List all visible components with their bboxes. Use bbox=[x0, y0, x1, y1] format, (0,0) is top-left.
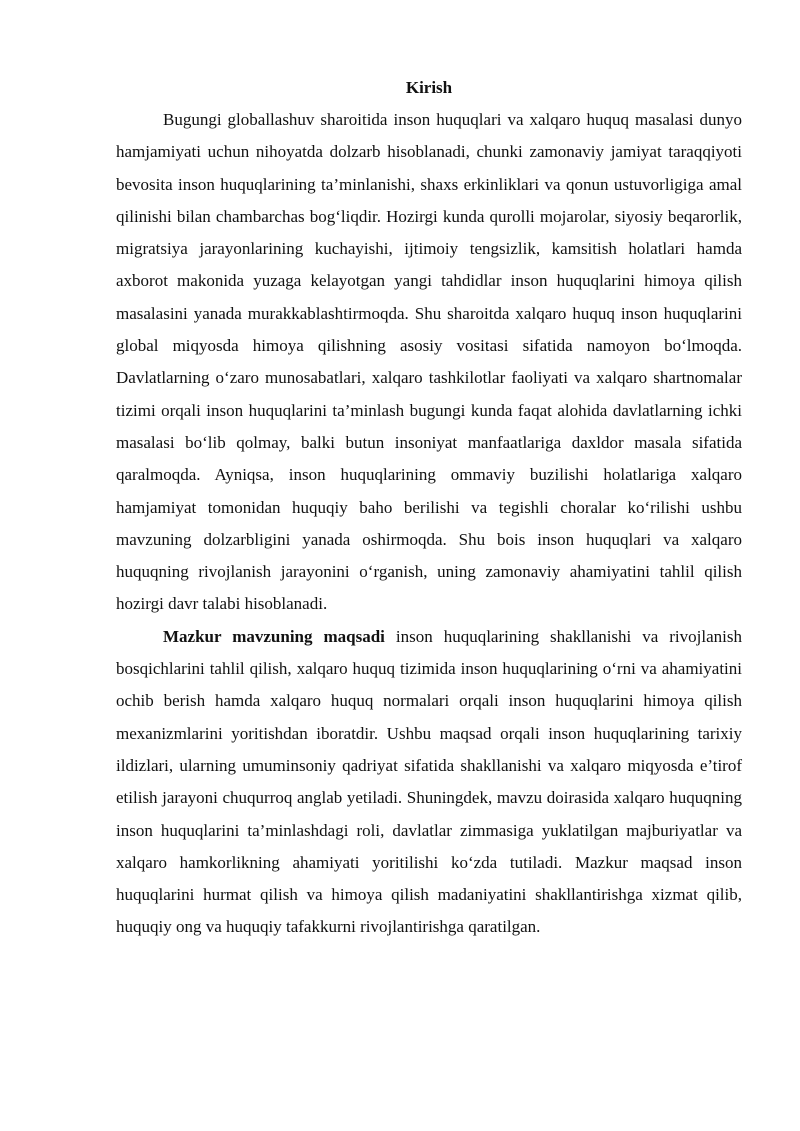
document-page bbox=[116, 72, 742, 944]
page-title: Kirish bbox=[405, 78, 453, 97]
intro-paragraph: Bugungi globallashuv sharoitida inson huquqlari va xalqaro huquq masalasi dunyo hamjamiyati uchun nihoyatda dolzarb hisoblanadi, chunki zamonaviy jamiyat taraqqiyoti bevosita inson huquqlarining ta’minlanishi, shaxs erkinliklari va qonun ustuvorligiga amal qilinishi bilan chambarchas bog‘liqdir. Hozirgi kunda qurolli mojarolar, siyosiy beqarorlik, migratsiya jarayonlarining kuchayishi, ijtimoiy tengsizlik, kamsitish holatlari hamda axborot makonida yuzaga kelayotgan yangi tahdidlar inson huquqlarini himoya qilish masalasini yanada murakkablashtirmoqda. Shu sharoitda xalqaro huquq inson huquqlarini global miqyosda himoya qilishning asosiy vositasi sifatida namoyon bo‘lmoqda. Davlatlarning o‘zaro munosabatlari, xalqaro tashkilotlar faoliyati va xalqaro shartnomalar tizimi orqali inson huquqlarini ta’minlash bugungi kunda faqat alohida davlatlarning ichki masalasi bo‘lib qolmay, balki butun insoniyat manfaatlariga daxldor masala sifatida qaralmoqda. Ayniqsa, inson huquqlarining ommaviy buzilishi holatlariga xalqaro hamjamiyat tomonidan huquqiy baho berilishi va tegishli choralar ko‘rilishi ushbu mavzuning dolzarbligini yanada oshirmoqda. Shu bois inson huquqlari va xalqaro huquqning rivojlanish jarayonini o‘rganish, uning zamonaviy ahamiyatini tahlil qilish hozirgi davr talabi hisoblanadi. bbox=[116, 110, 742, 614]
purpose-body-text: inson huquqlarining shakllanishi va rivojlanish bosqichlarini tahlil qilish, xalqaro huquq tizimida inson huquqlarining o‘rni va ahamiyatini ochib berish hamda xalqaro huquq normalari orqali inson huquqlarini himoya qilish mexanizmlarini yoritishdan iboratdir. Ushbu maqsad orqali inson huquqlarining tarixiy ildizlari, ularning umuminsoniy qadriyat sifatida shakllanishi va xalqaro miqyosda e’tirof etilish jarayoni chuqurroq anglab yetiladi. Shuningdek, mavzu doirasida xalqaro huquqning inson huquqlarini ta’minlashdagi roli, davlatlar zimmasiga yuklatilgan majburiyatlar va xalqaro hamkorlikning ahamiyati yoritilishi ko‘zda tutiladi. Mazkur maqsad inson huquqlarini hurmat qilish va himoya qilish madaniyatini shakllantirishga xizmat qilib, huquqiy ong va huquqiy tafakkurni rivojlantirishga qaratilgan. bbox=[116, 626, 742, 937]
purpose-paragraph bbox=[116, 621, 742, 944]
purpose-lead-text: Mazkur mavzuning maqsadi bbox=[163, 626, 385, 646]
